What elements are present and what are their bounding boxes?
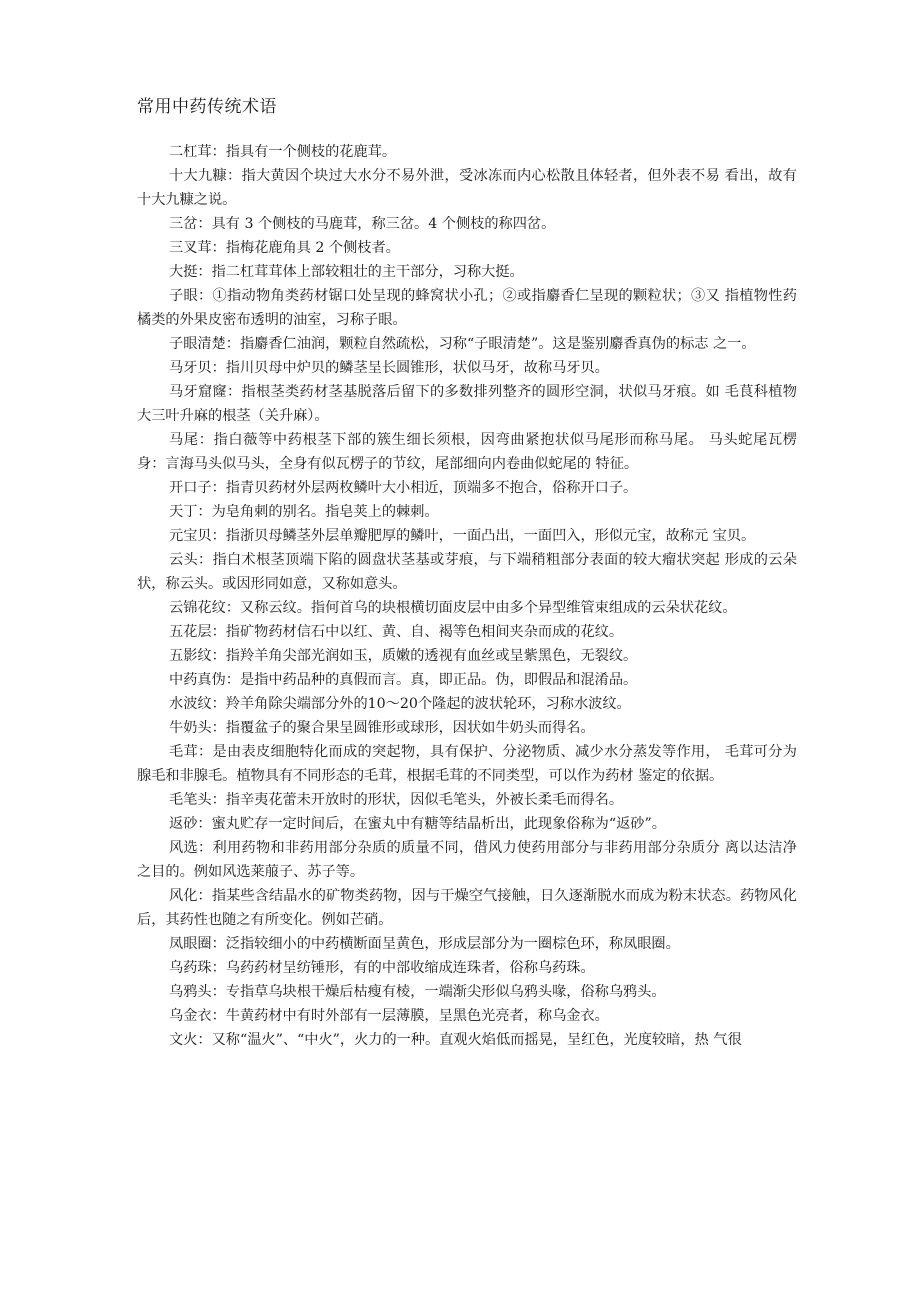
term-entry: 乌鸦头：专指草乌块根干燥后枯瘦有棱，一端渐尖形似乌鸦头喙，俗称乌鸦头。: [169, 984, 666, 1000]
term-entry: 马尾：指白薇等中药根茎下部的簇生细长须根，因弯曲紧抱状似马尾形而称马尾。 马头蛇尾瓦楞身：言海马头似马头，全身有似瓦楞子的节纹，尾部细向内卷曲似蛇尾的 特征。: [137, 432, 797, 472]
term-entry: 云锦花纹：又称云纹。指何首乌的块根横切面皮层中由多个异型维管束组成的云朵状花纹。: [169, 600, 737, 616]
term-entry: 凤眼圈：泛指较细小的中药横断面呈黄色，形成层部分为一圈棕色环，称凤眼圈。: [169, 936, 680, 952]
term-entry: 毛笔头：指辛夷花蕾未开放时的形状，因似毛笔头，外被长柔毛而得名。: [169, 792, 624, 808]
term-entry: 三叉茸：指梅花鹿角具 2 个侧枝者。: [169, 240, 400, 256]
term-entry: 五影纹：指羚羊角尖部光润如玉，质嫩的透视有血丝或呈紫黑色，无裂纹。: [169, 648, 638, 664]
term-entry: 马牙贝：指川贝母中炉贝的鳞茎呈长圆锥形，状似马牙，故称马牙贝。: [169, 360, 609, 376]
term-entry: 开口子：指青贝药材外层两枚鳞叶大小相近，顶端多不抱合，俗称开口子。: [169, 480, 638, 496]
term-entry: 水波纹：羚羊角除尖端部分外的10〜20个隆起的波状轮环，习称水波纹。: [169, 696, 631, 712]
term-list: [137, 140, 797, 1052]
term-entry: 牛奶头：指覆盆子的聚合果呈圆锥形或球形，因状如牛奶头而得名。: [169, 720, 595, 736]
term-entry: 中药真伪：是指中药品种的真假而言。真，即正品。伪，即假品和混淆品。: [169, 672, 638, 688]
term-entry: 乌金衣：牛黄药材中有时外部有一层薄膜，呈黑色光亮者，称乌金衣。: [169, 1008, 609, 1024]
term-entry: 风化：指某些含结晶水的矿物类药物，因与干燥空气接触，日久逐渐脱水而成为粉末状态。药物风化后，其药性也随之有所变化。例如芒硝。: [137, 888, 797, 928]
term-entry: 返砂：蜜丸贮存一定时间后，在蜜丸中有糖等结晶析出，此现象俗称为“返砂”。: [169, 816, 666, 832]
term-entry: 云头：指白术根茎顶端下陷的圆盘状茎基或芽痕，与下端稍粗部分表面的较大瘤状突起 形成的云朵状，称云头。或因形同如意，又称如意头。: [137, 552, 797, 592]
term-entry: 天丁：为皂角刺的别名。指皂荚上的棘刺。: [169, 504, 439, 520]
document-title: 常用中药传统术语: [137, 97, 277, 117]
term-entry: 乌药珠：乌药药材呈纺锤形，有的中部收缩成连珠者，俗称乌药珠。: [169, 960, 595, 976]
term-entry: 三岔：具有 3 个侧枝的马鹿茸，称三岔。4 个侧枝的称四岔。: [169, 216, 556, 232]
term-entry: 风选：利用药物和非药用部分杂质的质量不同，借风力使药用部分与非药用部分杂质分 离以达洁净之目的。例如风选莱菔子、苏子等。: [137, 840, 797, 880]
term-entry: 子眼清楚：指麝香仁油润，颗粒自然疏松，习称“子眼清楚”。这是鉴别麝香真伪的标志 之一。: [169, 336, 756, 352]
term-entry: 马牙窟窿：指根茎类药材茎基脱落后留下的多数排列整齐的圆形空洞，状似马牙痕。如 毛茛科植物大三叶升麻的根茎（关升麻）。: [137, 384, 797, 424]
term-entry: 十大九糠：指大黄因个块过大水分不易外泄，受冰冻而内心松散且体轻者，但外表不易 看出，故有十大九糠之说。: [137, 168, 797, 208]
term-entry: 五花层：指矿物药材信石中以红、黄、自、褐等色相间夹杂而成的花纹。: [169, 624, 624, 640]
term-entry: 二杠茸：指具有一个侧枝的花鹿茸。: [169, 144, 397, 160]
term-entry: 元宝贝：指浙贝母鳞茎外层单瓣肥厚的鳞叶，一面凸出，一面凹入，形似元宝，故称元 宝贝。: [169, 528, 756, 544]
term-entry: 子眼：①指动物角类药材锯口处呈现的蜂窝状小孔；②或指麝香仁呈现的颗粒状；③又 指植物性药橘类的外果皮密布透明的油室，习称子眼。: [137, 288, 797, 328]
term-entry: 大挺：指二杠茸茸体上部较粗壮的主干部分，习称大挺。: [169, 264, 524, 280]
term-entry: 毛茸：是由表皮细胞特化而成的突起物，具有保护、分泌物质、减少水分蒸发等作用， 毛茸可分为腺毛和非腺毛。植物具有不同形态的毛茸，根据毛茸的不同类型，可以作为药材 鉴定的依据。: [137, 744, 797, 784]
term-entry: 文火：又称“温火”、“中火”，火力的一种。直观火焰低而摇晃，呈红色，光度较暗，热 气很: [169, 1032, 742, 1048]
